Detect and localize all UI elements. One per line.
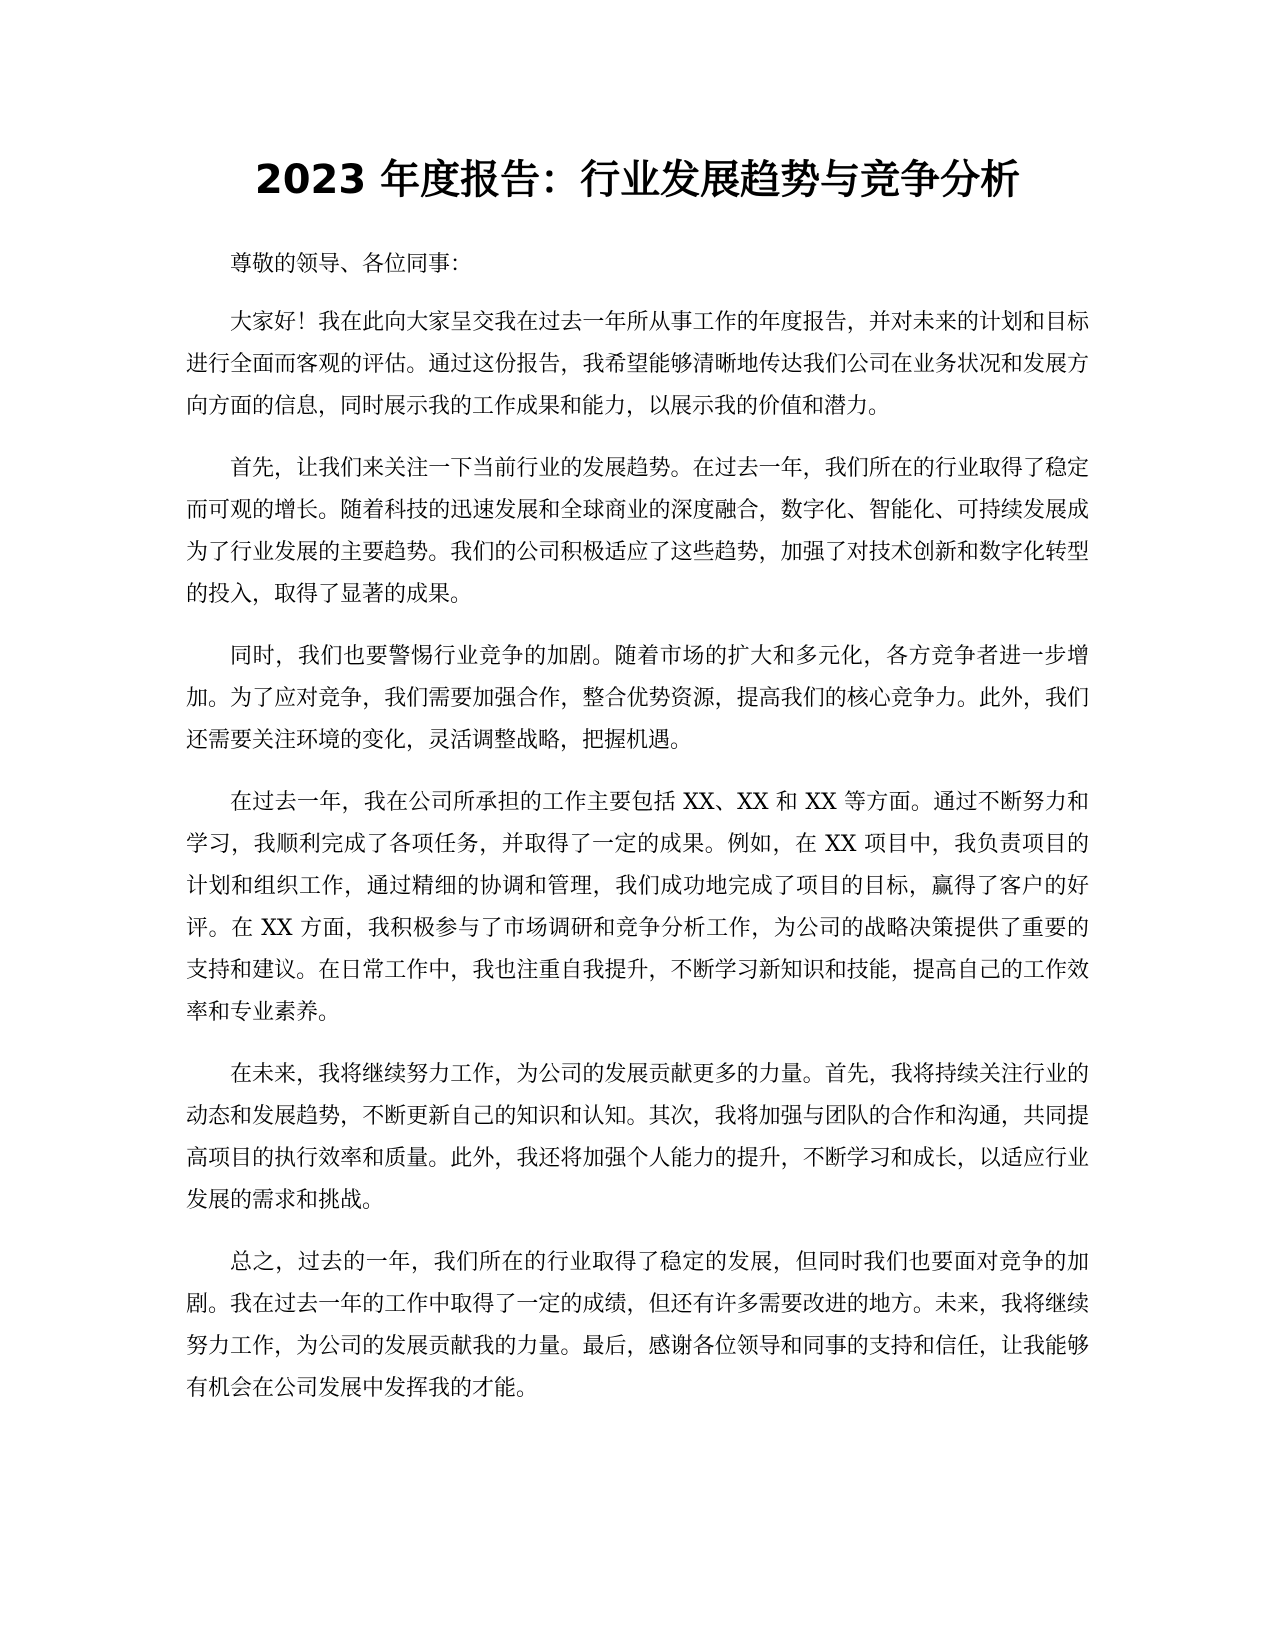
document-body	[186, 244, 1089, 1430]
paragraph-industry-trends: 首先，让我们来关注一下当前行业的发展趋势。在过去一年，我们所在的行业取得了稳定而可观的增长。随着科技的迅速发展和全球商业的深度融合，数字化、智能化、可持续发展成为了行业发展的主要趋势。我们的公司积极适应了这些趋势，加强了对技术创新和数字化转型的投入，取得了显著的成果。	[186, 456, 1089, 607]
paragraph-future-plans: 在未来，我将继续努力工作，为公司的发展贡献更多的力量。首先，我将持续关注行业的动态和发展趋势，不断更新自己的知识和认知。其次，我将加强与团队的合作和沟通，共同提高项目的执行效率和质量。此外，我还将加强个人能力的提升，不断学习和成长，以适应行业发展的需求和挑战。	[186, 1062, 1089, 1213]
paragraph-conclusion: 总之，过去的一年，我们所在的行业取得了稳定的发展，但同时我们也要面对竞争的加剧。我在过去一年的工作中取得了一定的成绩，但还有许多需要改进的地方。未来，我将继续努力工作，为公司的发展贡献我的力量。最后，感谢各位领导和同事的支持和信任，让我能够有机会在公司发展中发挥我的才能。	[186, 1250, 1089, 1401]
paragraph-competition: 同时，我们也要警惕行业竞争的加剧。随着市场的扩大和多元化，各方竞争者进一步增加。为了应对竞争，我们需要加强合作，整合优势资源，提高我们的核心竞争力。此外，我们还需要关注环境的变化，灵活调整战略，把握机遇。	[186, 644, 1089, 753]
document-title: 2023 年度报告：行业发展趋势与竞争分析	[254, 157, 1021, 203]
paragraph-work-summary: 在过去一年，我在公司所承担的工作主要包括 XX、XX 和 XX 等方面。通过不断努力和学习，我顺利完成了各项任务，并取得了一定的成果。例如，在 XX 项目中，我负责项目的计划和组织工作，通过精细的协调和管理，我们成功地完成了项目的目标，赢得了客户的好评。在 XX 方面，我积极参与了市场调研和竞争分析工作，为公司的战略决策提供了重要的支持和建议。在日常工作中，我也注重自我提升，不断学习新知识和技能，提高自己的工作效率和专业素养。	[186, 790, 1089, 1025]
paragraph-intro: 大家好！我在此向大家呈交我在过去一年所从事工作的年度报告，并对未来的计划和目标进行全面而客观的评估。通过这份报告，我希望能够清晰地传达我们公司在业务状况和发展方向方面的信息，同时展示我的工作成果和能力，以展示我的价值和潜力。	[186, 310, 1089, 419]
greeting: 尊敬的领导、各位同事：	[230, 252, 473, 277]
